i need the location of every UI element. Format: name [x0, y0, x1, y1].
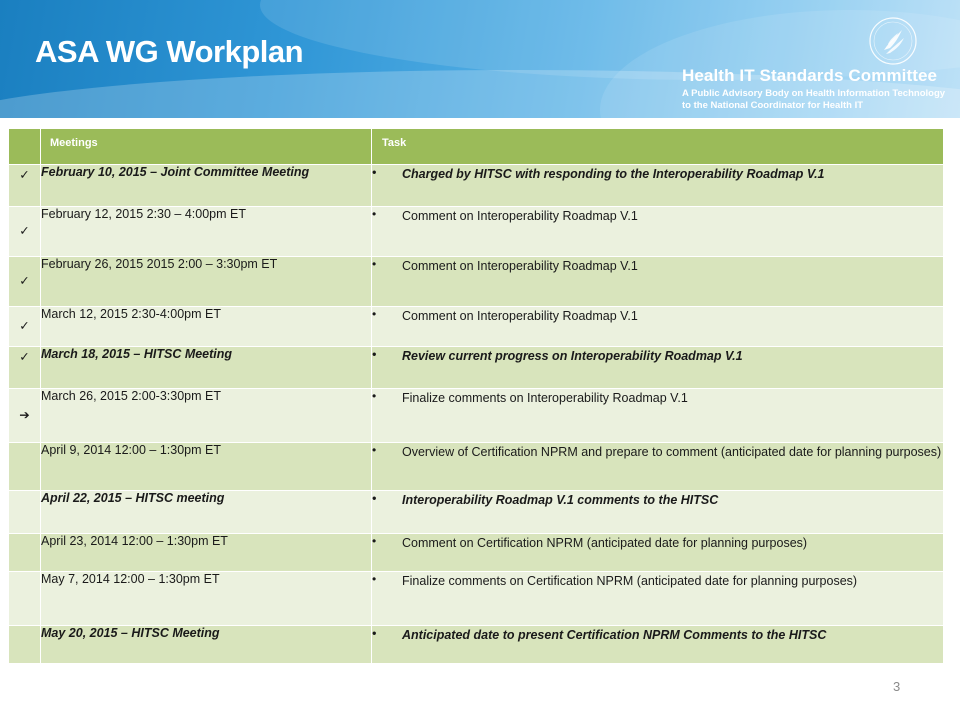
- bullet-icon: •: [372, 389, 377, 403]
- meeting-cell: April 9, 2014 12:00 – 1:30pm ET: [41, 443, 372, 491]
- status-glyph: ✓: [19, 350, 30, 364]
- meeting-cell: May 20, 2015 – HITSC Meeting: [41, 626, 372, 664]
- status-cell: [9, 572, 41, 626]
- table-row: [9, 626, 944, 664]
- bullet-icon: •: [372, 257, 377, 271]
- checkmark-icon: [9, 165, 41, 207]
- task-cell: [372, 443, 944, 491]
- bullet-icon: •: [372, 307, 377, 321]
- task-text: Finalize comments on Certification NPRM (anticipated date for planning purposes): [402, 574, 858, 588]
- table-row: [9, 491, 944, 534]
- checkmark-icon: [9, 207, 41, 257]
- task-text: Finalize comments on Interoperability Roadmap V.1: [402, 391, 688, 405]
- meeting-cell: February 12, 2015 2:30 – 4:00pm ET: [41, 207, 372, 257]
- bullet-icon: •: [372, 165, 377, 179]
- task-text: Interoperability Roadmap V.1 comments to the HITSC: [402, 493, 719, 507]
- table-row: [9, 307, 944, 347]
- task-text: Comment on Certification NPRM (anticipated date for planning purposes): [402, 536, 808, 550]
- slide-title: ASA WG Workplan: [35, 34, 304, 69]
- status-glyph: ✓: [19, 168, 30, 182]
- task-text: Charged by HITSC with responding to the Interoperability Roadmap V.1: [402, 167, 825, 181]
- status-glyph: ✓: [19, 224, 30, 238]
- status-glyph: ✓: [19, 319, 30, 333]
- bullet-icon: •: [372, 347, 377, 361]
- meeting-cell: March 26, 2015 2:00-3:30pm ET: [41, 389, 372, 443]
- checkmark-icon: [9, 307, 41, 347]
- status-cell: [9, 626, 41, 664]
- task-cell: [372, 534, 944, 572]
- meeting-cell: February 26, 2015 2015 2:00 – 3:30pm ET: [41, 257, 372, 307]
- bullet-icon: •: [372, 443, 377, 457]
- page-number: 3: [893, 679, 901, 694]
- hhs-eagle-seal-icon: [868, 16, 918, 66]
- status-glyph: ✓: [19, 274, 30, 288]
- task-text: Anticipated date to present Certification NPRM Comments to the HITSC: [402, 628, 827, 642]
- task-cell: [372, 491, 944, 534]
- status-glyph: ➔: [19, 408, 30, 422]
- task-text: Comment on Interoperability Roadmap V.1: [402, 209, 638, 223]
- table-row: [9, 443, 944, 491]
- task-column-header: Task: [372, 129, 944, 165]
- table-row: [9, 207, 944, 257]
- org-name: Health IT Standards Committee: [682, 66, 938, 85]
- task-cell: [372, 347, 944, 389]
- task-text: Comment on Interoperability Roadmap V.1: [402, 259, 638, 273]
- meeting-cell: February 10, 2015 – Joint Committee Meeting: [41, 165, 372, 207]
- status-column-header: [9, 129, 41, 165]
- status-cell: [9, 443, 41, 491]
- task-cell: [372, 389, 944, 443]
- table-row: [9, 534, 944, 572]
- status-cell: [9, 534, 41, 572]
- task-cell: [372, 257, 944, 307]
- bullet-icon: •: [372, 207, 377, 221]
- table-row: [9, 347, 944, 389]
- bullet-icon: •: [372, 626, 377, 640]
- table-row: [9, 572, 944, 626]
- table-row: [9, 389, 944, 443]
- workplan-table: [8, 128, 944, 664]
- org-subtitle-line2: to the National Coordinator for Health IT: [682, 100, 864, 111]
- meeting-cell: March 18, 2015 – HITSC Meeting: [41, 347, 372, 389]
- status-cell: [9, 491, 41, 534]
- task-text: Review current progress on Interoperability Roadmap V.1: [402, 349, 743, 363]
- table-row: [9, 257, 944, 307]
- meeting-cell: April 23, 2014 12:00 – 1:30pm ET: [41, 534, 372, 572]
- meetings-column-header: Meetings: [41, 129, 372, 165]
- meeting-cell: May 7, 2014 12:00 – 1:30pm ET: [41, 572, 372, 626]
- bullet-icon: •: [372, 491, 377, 505]
- meeting-cell: March 12, 2015 2:30-4:00pm ET: [41, 307, 372, 347]
- table-body: [9, 165, 944, 664]
- bullet-icon: •: [372, 572, 377, 586]
- table-row: [9, 165, 944, 207]
- checkmark-icon: [9, 347, 41, 389]
- table-header-row: [9, 129, 944, 165]
- task-text: Comment on Interoperability Roadmap V.1: [402, 309, 638, 323]
- org-subtitle-line1: A Public Advisory Body on Health Information Technology: [682, 88, 946, 99]
- task-cell: [372, 307, 944, 347]
- task-cell: [372, 165, 944, 207]
- task-cell: [372, 207, 944, 257]
- meeting-cell: April 22, 2015 – HITSC meeting: [41, 491, 372, 534]
- task-text: Overview of Certification NPRM and prepare to comment (anticipated date for planning purposes): [402, 445, 942, 459]
- checkmark-icon: [9, 257, 41, 307]
- bullet-icon: •: [372, 534, 377, 548]
- current-arrow-icon: [9, 389, 41, 443]
- task-cell: [372, 572, 944, 626]
- task-cell: [372, 626, 944, 664]
